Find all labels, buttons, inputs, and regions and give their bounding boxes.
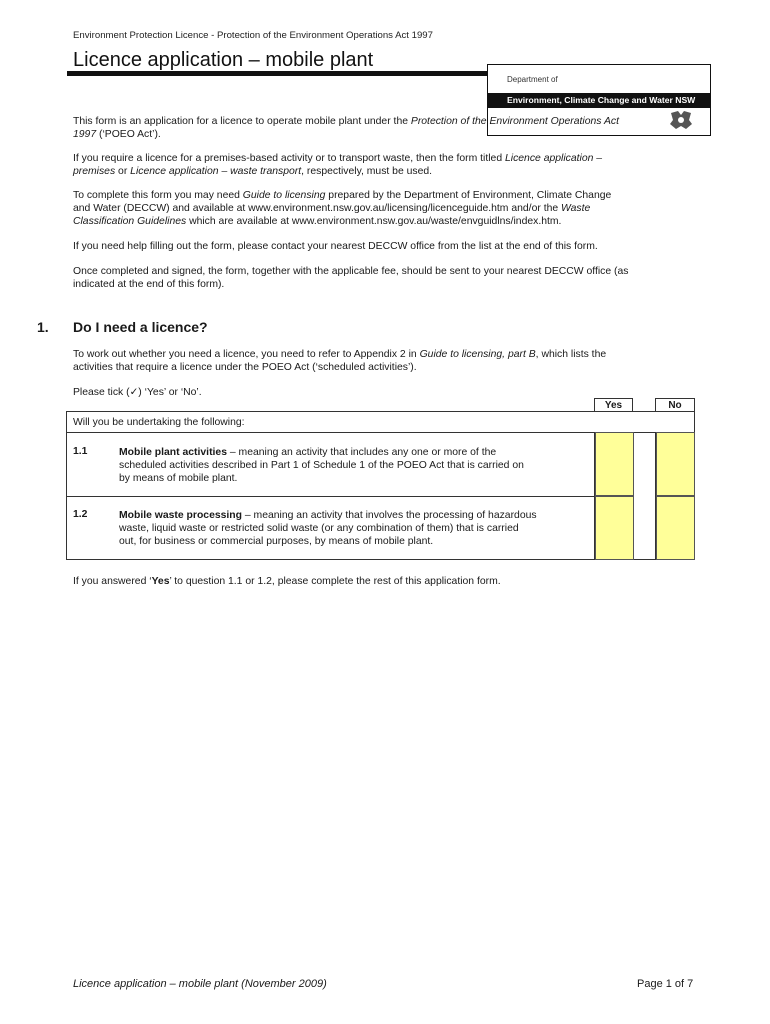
footer-document-title: Licence application – mobile plant (November 2009) xyxy=(73,978,327,990)
row-divider xyxy=(66,496,594,497)
question-number: 1.1 xyxy=(73,446,88,457)
question-number: 1.2 xyxy=(73,509,88,520)
page-title: Licence application – mobile plant xyxy=(73,49,374,71)
answer-1-2-no-box[interactable] xyxy=(656,496,695,560)
section-title: Do I need a licence? xyxy=(73,319,208,335)
yes-column-header: Yes xyxy=(594,398,633,412)
table-lead-text: Will you be undertaking the following: xyxy=(73,417,245,428)
section-number: 1. xyxy=(37,319,49,335)
tick-instruction: Please tick (✓) ‘Yes’ or ‘No’. xyxy=(73,387,202,398)
no-column-header: No xyxy=(655,398,695,412)
intro-paragraph-5: Once completed and signed, the form, together with the applicable fee, should be sent to your nearest DECCW office (as indicated at the end of this form). xyxy=(73,266,629,290)
question-text: Mobile waste processing – meaning an activity that involves the processing of hazardous waste, liquid waste or restricted solid waste (or any combination of them) that is carried out, for business or commercial purposes, by means of mobile plant. xyxy=(119,510,537,547)
section-intro-paragraph: To work out whether you need a licence, you need to refer to Appendix 2 in Guide to licensing, part B, which lists the activities that require a licence under the POEO Act (‘scheduled activities’). xyxy=(73,349,607,373)
footer-page-number: Page 1 of 7 xyxy=(637,978,694,990)
answer-1-1-yes-box[interactable] xyxy=(595,432,634,496)
logo-department-text: Department of xyxy=(507,75,558,84)
logo-name-text: Environment, Climate Change and Water NSW xyxy=(507,95,696,105)
intro-paragraph-4: If you need help filling out the form, please contact your nearest DECCW office from the list at the end of this form. xyxy=(73,241,598,252)
intro-paragraph-2: If you require a licence for a premises-based activity or to transport waste, then the form titled Licence application – premises or Licence application – waste transport, respectively, must be used. xyxy=(73,153,603,177)
logo-bar xyxy=(488,93,711,108)
intro-paragraph-1: This form is an application for a licence to operate mobile plant under the Protection of the Environment Operations Act 1997 (‘POEO Act’). xyxy=(73,116,620,140)
answer-1-1-no-box[interactable] xyxy=(656,432,695,496)
intro-paragraph-3: To complete this form you may need Guide to licensing prepared by the Department of Environment, Climate Change and Water (DECCW) and available at www.environment.nsw.gov.au/licensing/licenceguide.htm and/or the Waste Classification Guidelines which are available at www.environment.nsw.gov.au/waste/envguidlns/index.htm. xyxy=(73,190,612,227)
answer-1-2-yes-box[interactable] xyxy=(595,496,634,560)
header-act-title: Environment Protection Licence - Protection of the Environment Operations Act 1997 xyxy=(73,30,433,41)
title-rule xyxy=(67,71,487,76)
after-table-instruction: If you answered ‘Yes’ to question 1.1 or 1.2, please complete the rest of this application form. xyxy=(73,576,501,587)
question-text: Mobile plant activities – meaning an activity that includes any one or more of the scheduled activities described in Part 1 of Schedule 1 of the POEO Act that is carried on by means of mobile plant. xyxy=(119,447,524,484)
